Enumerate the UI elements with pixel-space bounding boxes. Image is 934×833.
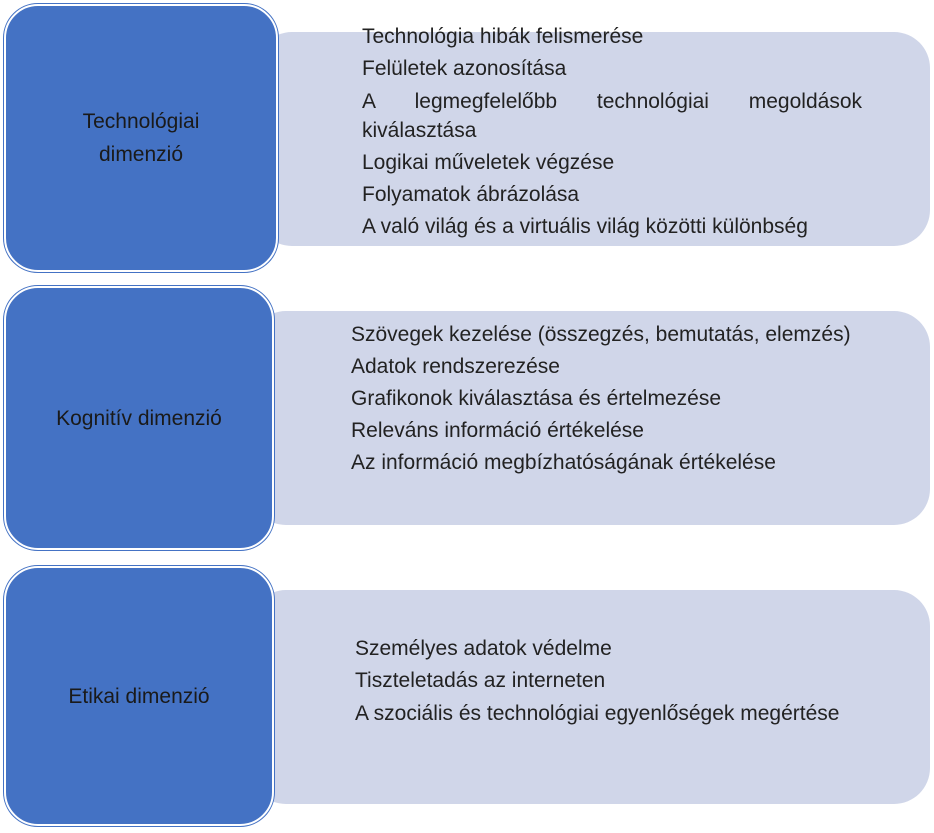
skill-item: Grafikonok kiválasztása és értelmezése bbox=[351, 387, 721, 410]
skill-item: Felületek azonosítása bbox=[362, 57, 567, 80]
dimension-label: Etikai dimenzió bbox=[68, 684, 210, 708]
skill-item: A szociális és technológiai egyenlőségek megértése bbox=[355, 702, 840, 725]
skill-item: A való világ és a virtuális világ közötti különbség bbox=[362, 215, 808, 238]
skill-list-technological bbox=[362, 21, 862, 243]
skill-item: Adatok rendszerezése bbox=[351, 355, 560, 378]
skill-item: Szövegek kezelése (összegzés, bemutatás, elemzés) bbox=[351, 323, 851, 346]
dimension-box-cognitive bbox=[4, 286, 274, 550]
skill-item: Személyes adatok védelme bbox=[355, 637, 612, 660]
skill-list-ethical bbox=[355, 633, 855, 730]
skill-item: Logikai műveletek végzése bbox=[362, 151, 615, 174]
skill-item: Technológia hibák felismerése bbox=[362, 25, 644, 48]
skill-item: A legmegfelelőbb technológiai megoldások kiválasztása bbox=[362, 90, 862, 142]
dimension-label: Technológiai dimenzió bbox=[82, 110, 200, 166]
dimension-box-ethical bbox=[4, 566, 274, 826]
skill-item: Tiszteletadás az interneten bbox=[355, 669, 606, 692]
dimension-box-technological bbox=[4, 4, 278, 272]
dimension-label: Kognitív dimenzió bbox=[56, 406, 222, 430]
skill-item: Releváns információ értékelése bbox=[351, 419, 644, 442]
skill-item: Az információ megbízhatóságának értékelése bbox=[351, 451, 776, 474]
skill-list-cognitive bbox=[351, 318, 853, 479]
skill-item: Folyamatok ábrázolása bbox=[362, 183, 580, 206]
